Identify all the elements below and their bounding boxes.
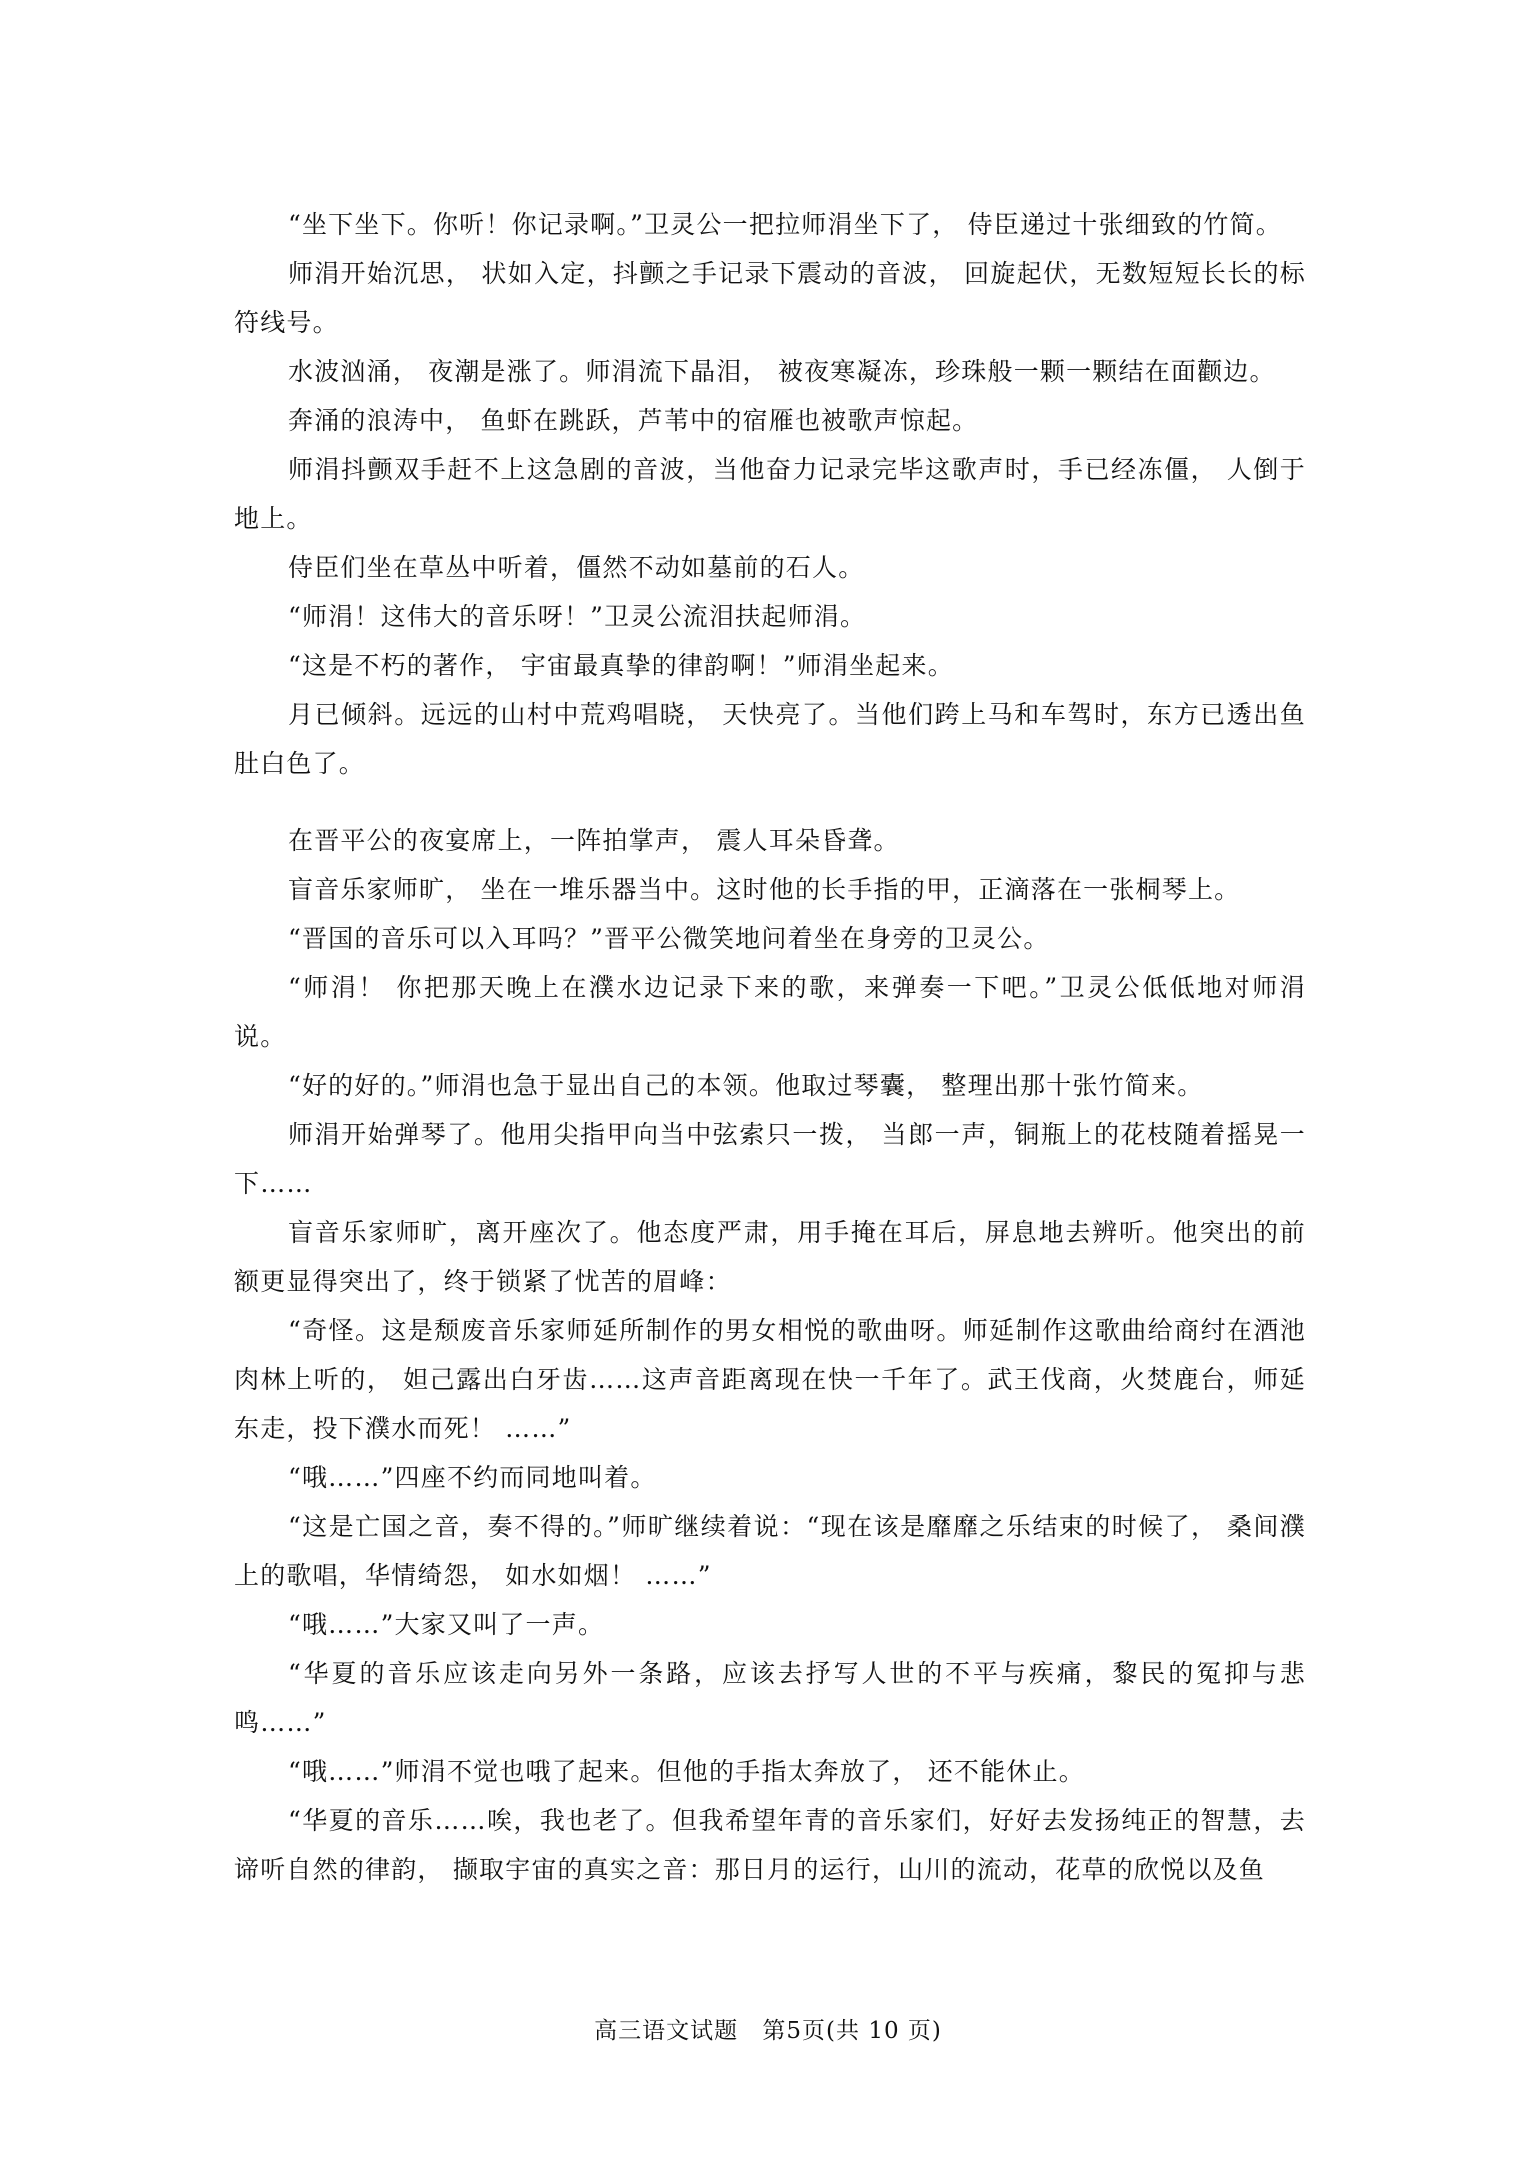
paragraph: “这是亡国之音，奏不得的。”师旷继续着说：“现在该是靡靡之乐结束的时候了， 桑间濮上的歌唱，华情绮怨， 如水如烟！ ……” bbox=[234, 1512, 1306, 1590]
section-break bbox=[234, 788, 1306, 816]
exam-title: 高三语文试题 bbox=[594, 2018, 739, 2044]
paragraph: 师涓抖颤双手赶不上这急剧的音波，当他奋力记录完毕这歌声时，手已经冻僵， 人倒于地上。 bbox=[234, 455, 1306, 533]
paragraph: 师涓开始沉思， 状如入定，抖颤之手记录下震动的音波， 回旋起伏，无数短短长长的标符线号。 bbox=[234, 259, 1306, 337]
paragraph: 盲音乐家师旷， 坐在一堆乐器当中。这时他的长手指的甲，正滴落在一张桐琴上。 bbox=[288, 875, 1241, 904]
paragraph: “坐下坐下。你听！你记录啊。”卫灵公一把拉师涓坐下了， 侍臣递过十张细致的竹简。 bbox=[288, 210, 1283, 239]
paragraph: “华夏的音乐应该走向另外一条路，应该去抒写人世的不平与疾痛，黎民的冤抑与悲鸣……” bbox=[234, 1659, 1306, 1737]
document-body bbox=[234, 200, 1306, 1894]
paragraph: 奔涌的浪涛中， 鱼虾在跳跃，芦苇中的宿雁也被歌声惊起。 bbox=[288, 406, 979, 435]
paragraph: 在晋平公的夜宴席上，一阵拍掌声， 震人耳朵昏聋。 bbox=[288, 826, 900, 855]
paragraph: “哦……”四座不约而同地叫着。 bbox=[288, 1463, 657, 1492]
paragraph: “这是不朽的著作， 宇宙最真挚的律韵啊！”师涓坐起来。 bbox=[288, 651, 954, 680]
paragraph: 盲音乐家师旷，离开座次了。他态度严肃，用手掩在耳后，屏息地去辨听。他突出的前额更显得突出了，终于锁紧了忧苦的眉峰： bbox=[234, 1218, 1306, 1296]
paragraph: “奇怪。这是颓废音乐家师延所制作的男女相悦的歌曲呀。师延制作这歌曲给商纣在酒池肉林上听的， 妲己露出白牙齿……这声音距离现在快一千年了。武王伐商，火焚鹿台，师延东走，投下濮水而死！ ……” bbox=[234, 1316, 1306, 1443]
paragraph: “师涓！这伟大的音乐呀！”卫灵公流泪扶起师涓。 bbox=[288, 602, 867, 631]
paragraph: “哦……”大家又叫了一声。 bbox=[288, 1610, 605, 1639]
paragraph: 月已倾斜。远远的山村中荒鸡唱晓， 天快亮了。当他们跨上马和车驾时，东方已透出鱼肚白色了。 bbox=[234, 700, 1306, 778]
paragraph: “师涓！ 你把那天晚上在濮水边记录下来的歌，来弹奏一下吧。”卫灵公低低地对师涓说。 bbox=[234, 973, 1306, 1051]
page-number: 第5页(共 10 页) bbox=[762, 2018, 942, 2044]
paragraph: 师涓开始弹琴了。他用尖指甲向当中弦索只一拨， 当郎一声，铜瓶上的花枝随着摇晃一下…… bbox=[234, 1120, 1306, 1198]
paragraph: 水波汹涌， 夜潮是涨了。师涓流下晶泪， 被夜寒凝冻，珍珠般一颗一颗结在面颧边。 bbox=[288, 357, 1276, 386]
paragraph: “好的好的。”师涓也急于显出自己的本领。他取过琴囊， 整理出那十张竹简来。 bbox=[288, 1071, 1204, 1100]
paragraph: “晋国的音乐可以入耳吗？”晋平公微笑地问着坐在身旁的卫灵公。 bbox=[288, 924, 1050, 953]
paragraph: 侍臣们坐在草丛中听着，僵然不动如墓前的石人。 bbox=[288, 553, 865, 582]
page-footer bbox=[0, 2012, 1536, 2045]
paragraph: “哦……”师涓不觉也哦了起来。但他的手指太奔放了， 还不能休止。 bbox=[288, 1757, 1085, 1786]
paragraph: “华夏的音乐……唉，我也老了。但我希望年青的音乐家们，好好去发扬纯正的智慧，去谛听自然的律韵， 撷取宇宙的真实之音：那日月的运行，山川的流动，花草的欣悦以及鱼 bbox=[234, 1806, 1306, 1884]
